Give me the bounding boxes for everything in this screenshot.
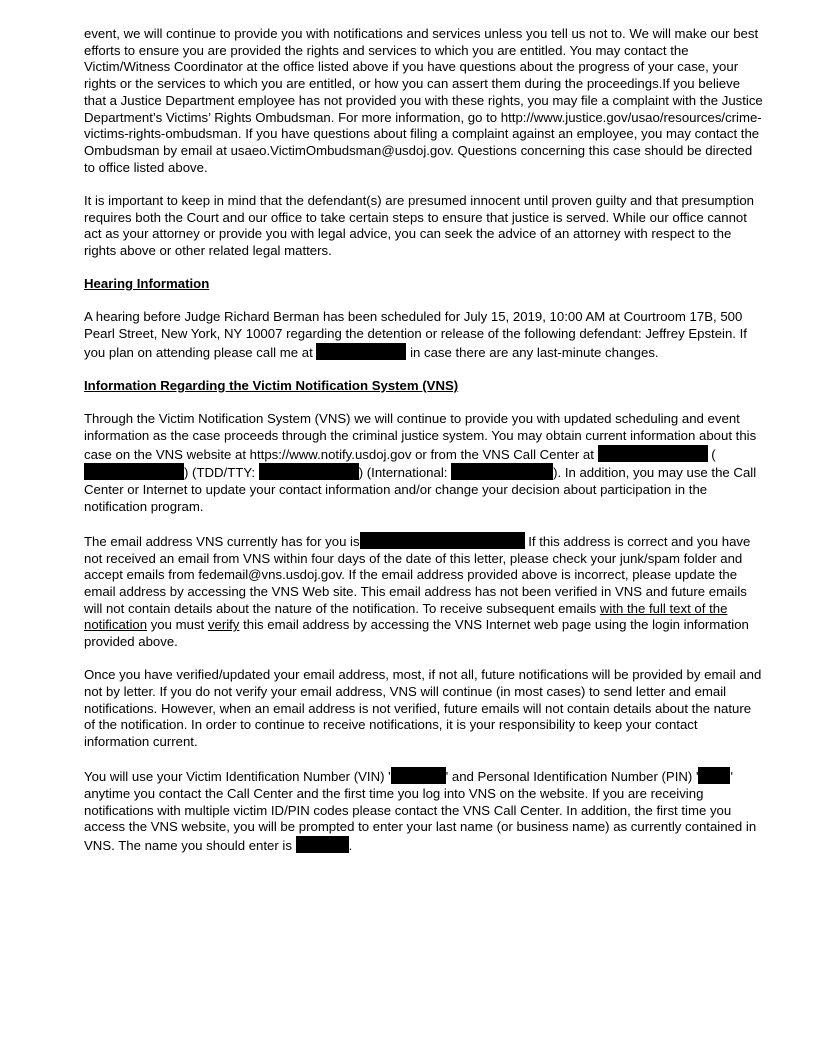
vns-text: ) (International: (358, 465, 452, 481)
vns-paragraph-3: Once you have verified/updated your email address, most, if not all, future notifications will be provided by email and not by letter. If you do not verify your email address, VNS will continue (in most cases) to send letter and email notifications. However, when an email address is not verified, future emails will not contain details about the nature of the notification. In order to continue to receive notifications, it is your responsibility to keep your contact information current. (84, 667, 762, 750)
vns-heading: Information Regarding the Victim Notification System (VNS) (84, 377, 459, 393)
vns-paragraph-4 (84, 767, 764, 855)
hearing-paragraph (84, 309, 764, 361)
vns-text: you must (147, 617, 208, 633)
redacted-name (296, 836, 349, 853)
vns-text: ' and Personal Identification Number (PIN) ' (445, 769, 699, 785)
hearing-heading: Hearing Information (84, 276, 210, 292)
redacted-tty-number (259, 463, 359, 480)
presumption-paragraph: It is important to keep in mind that the defendant(s) are presumed innocent until proven guilty and that presumption requires both the Court and our office to take certain steps to ensure that justice is served. While our office cannot act as your attorney or provide you with legal advice, you can seek the advice of an attorney with respect to the rights above or other related legal matters. (84, 192, 755, 258)
vns-text: this email address by accessing the VNS Internet web page using the login information provided above. (84, 617, 749, 650)
vns-text: ) (TDD/TTY: (184, 465, 259, 481)
vns-paragraph-2 (84, 532, 764, 651)
redacted-call-center-number (598, 445, 708, 462)
redacted-international-number (451, 463, 553, 480)
vns-text: If this address is correct and you have not received an email from VNS within four days of the date of this letter, please check your junk/spam folder and accept emails from fedemail@vns.usdoj.gov. If the email address provided above is incorrect, please update the email address by accessing the VNS Web site. This email address has not been verified in VNS and future emails will not contain details about the nature of the notification. To receive subsequent emails (84, 533, 751, 616)
vns-text: The email address VNS currently has for you is (84, 533, 360, 549)
vns-text: You will use your Victim Identification Number (VIN) ' (84, 769, 391, 785)
redacted-vin (391, 767, 446, 784)
redacted-email (360, 532, 525, 549)
vns-text: ( (707, 446, 716, 462)
redacted-phone (316, 343, 406, 360)
rights-paragraph: event, we will continue to provide you with notifications and services unless you tell us not to. We will make our best efforts to ensure you are provided the rights and services to which you are entitled. You may contact the Victim/Witness Coordinator at the office listed above if you have questions about the progress of your case, your rights or the services to which you are entitled, or how you can assert them during the proceedings.If you believe that a Justice Department employee has not provided you with these rights, you may file a complaint with the Justice Department’s Victims’ Rights Ombudsman. For more information, go to http://www.justice.gov/usao/resources/crime-victims-rights-ombudsman. If you have questions about filing a complaint against an employee, you may contact the Ombudsman by email at usaeo.VictimOmbudsman@usdoj.gov. Questions concerning this case should be directed to office listed above. (84, 26, 763, 175)
redacted-alt-number (84, 463, 184, 480)
vns-paragraph-1 (84, 411, 764, 515)
hearing-text-end: in case there are any last-minute changes. (406, 344, 659, 360)
vns-text: ' anytime you contact the Call Center and the first time you log into VNS on the website. If you are receiving notifications with multiple victim ID/PIN codes please contact the VNS Call Center. In addition, the first time you access the VNS website, you will be prompted to enter your last name (or business name) as currently contained in VNS. The name you should enter is (84, 769, 757, 854)
hearing-text: A hearing before Judge Richard Berman has been scheduled for July 15, 2019, 10:00 AM at Courtroom 17B, 500 Pearl Street, New York, NY 10007 regarding the detention or release of the following defendant: Jeffrey Epstein. If you plan on attending please call me at (84, 309, 747, 360)
verify-underlined: verify (207, 617, 240, 633)
vns-text: ). In addition, you may use the Call Center or Internet to update your contact information and/or change your decision about participation in the notification program. (84, 465, 757, 514)
vns-text: Through the Victim Notification System (VNS) we will continue to provide you with updated scheduling and event information as the case proceeds through the criminal justice system. You may obtain current information about this case on the VNS website at https://www.notify.usdoj.gov or from the VNS Call Center at (84, 411, 757, 462)
redacted-pin (698, 767, 730, 784)
underlined-text: with the full text of the notification (84, 600, 728, 633)
vns-text: . (348, 838, 353, 854)
